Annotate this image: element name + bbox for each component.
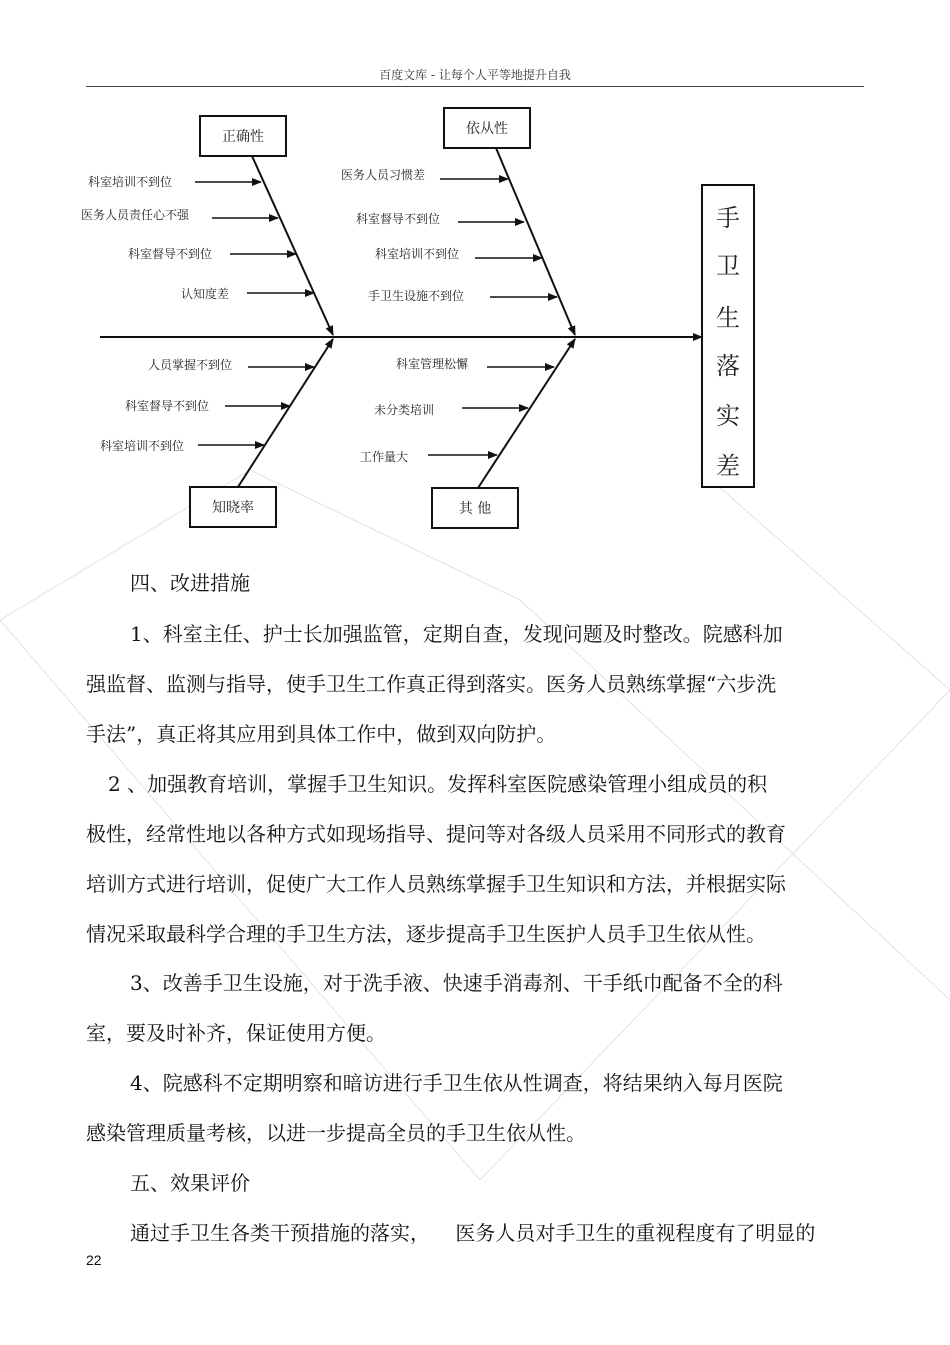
category-label-other: 其 他 (458, 501, 492, 517)
section-5-heading: 五、效果评价 (130, 1171, 250, 1195)
cause-label: 医务人员习惯差 (340, 168, 425, 182)
paragraph-1-line: 强监督、监测与指导，使手卫生工作真正得到落实。医务人员熟练掌握“六步洗 (86, 672, 777, 696)
effect-char: 卫 (716, 252, 740, 280)
effect-char: 手 (716, 204, 740, 232)
paragraph-2-line: 情况采取最科学合理的手卫生方法，逐步提高手卫生医护人员手卫生依从性。 (86, 922, 766, 946)
bone-awareness (238, 339, 333, 487)
cause-label: 科室督导不到位 (355, 212, 440, 226)
effect-char: 生 (716, 304, 740, 332)
paragraph-4-line: 4、院感科不定期明察和暗访进行手卫生依从性调查，将结果纳入每月医院 (130, 1071, 783, 1095)
paragraph-2-line: 培训方式进行培训，促使广大工作人员熟练掌握手卫生知识和方法，并根据实际 (86, 872, 786, 896)
fishbone-diagram (0, 0, 950, 560)
paragraph-1-line: 1、科室主任、护士长加强监管，定期自查，发现问题及时整改。院感科加 (130, 622, 783, 646)
cause-label: 医务人员责任心不强 (80, 208, 189, 222)
cause-label: 认知度差 (180, 287, 229, 301)
category-label-correctness: 正确性 (222, 129, 264, 145)
cause-label: 手卫生设施不到位 (367, 289, 464, 303)
section-4-heading: 四、改进措施 (130, 571, 250, 595)
category-label-compliance: 依从性 (466, 121, 508, 137)
page-header: 百度文库 - 让每个人平等地提升自我 (379, 68, 571, 82)
cause-label: 科室管理松懈 (395, 357, 468, 371)
effect-char: 落 (716, 352, 740, 380)
paragraph-1-line: 手法”，真正将其应用到具体工作中，做到双向防护。 (86, 722, 557, 746)
bone-correctness (252, 156, 333, 335)
effect-char: 差 (716, 452, 740, 480)
bone-other (478, 339, 575, 488)
paragraph-5-line: 通过手卫生各类干预措施的落实， 医务人员对手卫生的重视程度有了明显的 (130, 1221, 816, 1245)
paragraph-3-line: 3、改善手卫生设施，对于洗手液、快速手消毒剂、干手纸巾配备不全的科 (130, 971, 783, 995)
paragraph-2-line: 极性，经常性地以各种方式如现场指导、提问等对各级人员采用不同形式的教育 (86, 822, 786, 846)
paragraph-3-line: 室，要及时补齐，保证使用方便。 (86, 1021, 386, 1045)
page-number: 22 (86, 1252, 102, 1268)
cause-label: 科室培训不到位 (99, 439, 184, 453)
category-label-awareness: 知晓率 (212, 500, 254, 516)
bone-compliance (496, 148, 575, 335)
cause-label: 科室培训不到位 (374, 247, 459, 261)
effect-char: 实 (716, 402, 740, 430)
cause-label: 人员掌握不到位 (147, 358, 232, 372)
cause-label: 未分类培训 (373, 403, 434, 417)
cause-label: 工作量大 (359, 450, 408, 464)
paragraph-4-line: 感染管理质量考核，以进一步提高全员的手卫生依从性。 (86, 1121, 586, 1145)
cause-label: 科室培训不到位 (87, 175, 172, 189)
cause-label: 科室督导不到位 (127, 247, 212, 261)
paragraph-2-line: 2 、加强教育培训，掌握手卫生知识。发挥科室医院感染管理小组成员的积 (108, 772, 768, 796)
cause-label: 科室督导不到位 (124, 399, 209, 413)
